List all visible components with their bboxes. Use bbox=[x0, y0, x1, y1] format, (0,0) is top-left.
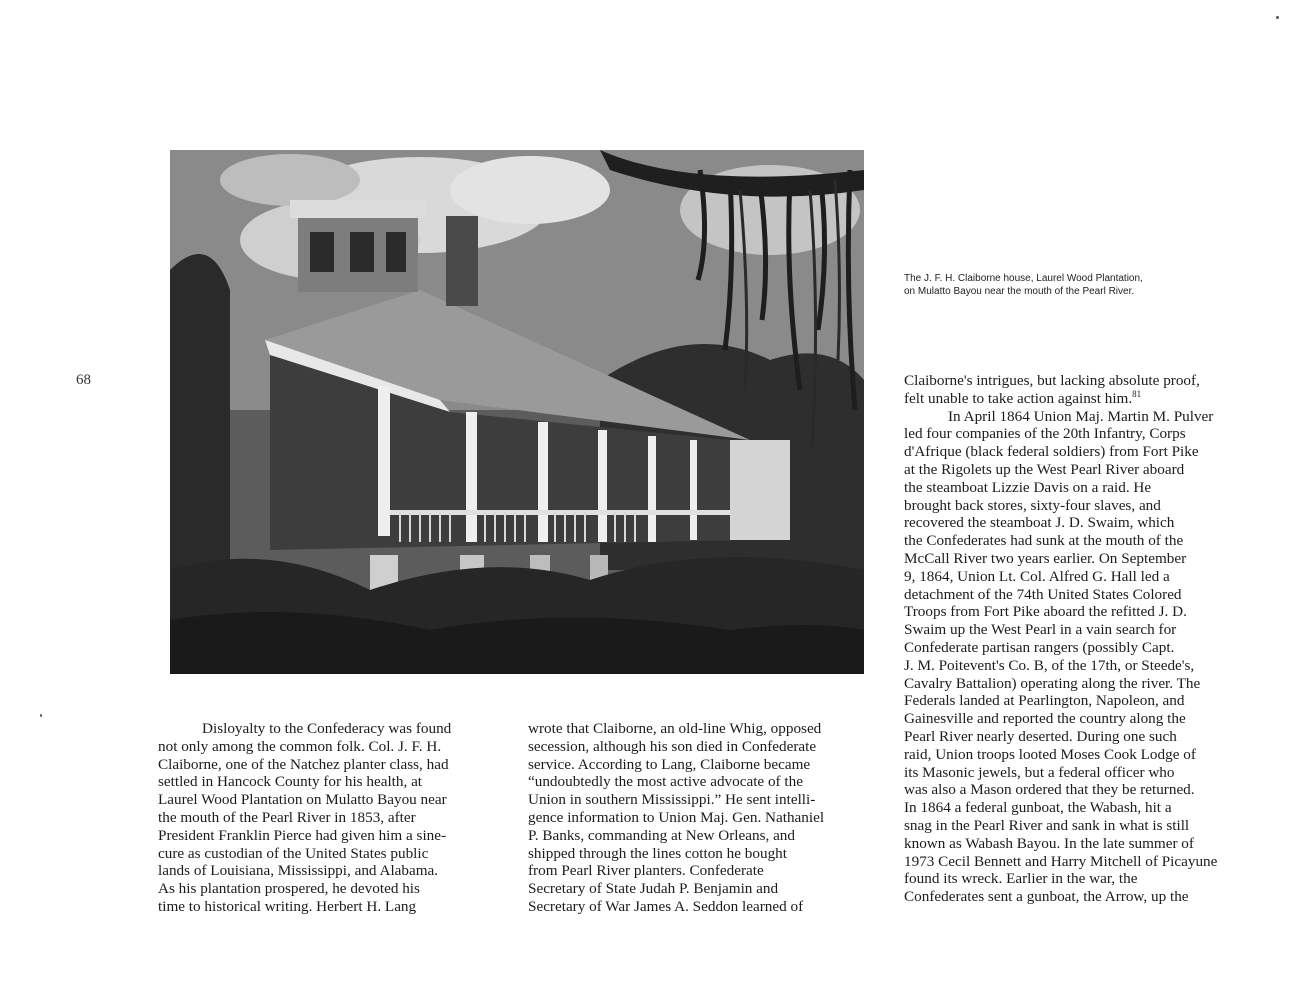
text-line: snag in the Pearl River and sank in what is still bbox=[904, 816, 1190, 834]
text-line: the steamboat Lizzie Davis on a raid. He bbox=[904, 478, 1152, 496]
text-line: gence information to Union Maj. Gen. Nathaniel bbox=[528, 808, 825, 826]
scan-speck bbox=[40, 714, 42, 717]
footnote-ref: 81 bbox=[1132, 388, 1142, 399]
text-line: Claiborne, one of the Natchez planter class, had bbox=[158, 755, 449, 773]
text-line: Troops from Fort Pike aboard the refitted J. D. bbox=[904, 603, 1187, 621]
text-line: lands of Louisiana, Mississippi, and Alabama. bbox=[158, 862, 439, 880]
text-line: Disloyalty to the Confederacy was found bbox=[202, 720, 452, 737]
text-column-2 bbox=[528, 720, 873, 916]
text-line: from Pearl River planters. Confederate bbox=[528, 862, 764, 880]
caption-line: on Mulatto Bayou near the mouth of the Pearl River. bbox=[904, 286, 1135, 297]
text-line: In April 1864 Union Maj. Martin M. Pulver bbox=[948, 407, 1214, 425]
text-line: at the Rigolets up the West Pearl River aboard bbox=[904, 460, 1185, 478]
text-line: President Franklin Pierce had given him a sine- bbox=[158, 826, 447, 844]
text-line: P. Banks, commanding at New Orleans, and bbox=[528, 826, 795, 844]
text-line: settled in Hancock County for his health, at bbox=[158, 773, 423, 791]
text-line: Swaim up the West Pearl in a vain search for bbox=[904, 621, 1177, 639]
text-line: Secretary of War James A. Seddon learned of bbox=[528, 897, 804, 915]
text-line: raid, Union troops looted Moses Cook Lodge of bbox=[904, 745, 1196, 763]
text-line: its Masonic jewels, but a federal officer who bbox=[904, 763, 1175, 781]
text-line: In 1864 a federal gunboat, the Wabash, hit a bbox=[904, 799, 1172, 817]
page-number: 68 bbox=[76, 372, 91, 388]
text-line: brought back stores, sixty-four slaves, and bbox=[904, 496, 1161, 514]
text-line: the Confederates had sunk at the mouth of the bbox=[904, 532, 1184, 550]
text-line: J. M. Poitevent's Co. B, of the 17th, or Steede's, bbox=[904, 656, 1195, 674]
scan-speck bbox=[1276, 16, 1279, 19]
text-line: the mouth of the Pearl River in 1853, after bbox=[158, 808, 416, 826]
text-line: Union in southern Mississippi.” He sent intelli- bbox=[528, 791, 816, 809]
text-line: Cavalry Battalion) operating along the river. The bbox=[904, 674, 1201, 692]
house-photo-icon bbox=[170, 150, 864, 674]
text-line: shipped through the lines cotton he bought bbox=[528, 844, 787, 862]
text-line: Claiborne's intrigues, but lacking absolute proof, bbox=[904, 372, 1200, 389]
text-line: 1973 Cecil Bennett and Harry Mitchell of Picayune bbox=[904, 852, 1218, 870]
text-line: was also a Mason ordered that they be returned. bbox=[904, 781, 1195, 799]
text-line: recovered the steamboat J. D. Swaim, which bbox=[904, 514, 1175, 532]
photo-caption bbox=[904, 272, 1204, 298]
text-line: Gainesville and reported the country along the bbox=[904, 710, 1186, 728]
text-line-with-footnote bbox=[904, 390, 1244, 408]
text-line: Laurel Wood Plantation on Mulatto Bayou near bbox=[158, 791, 447, 809]
text-line: felt unable to take action against him. bbox=[904, 389, 1133, 407]
text-line: wrote that Claiborne, an old-line Whig, opposed bbox=[528, 720, 822, 737]
text-line: led four companies of the 20th Infantry, Corps bbox=[904, 425, 1186, 443]
text-line: Confederate partisan rangers (possibly Capt. bbox=[904, 638, 1175, 656]
text-line: cure as custodian of the United States public bbox=[158, 844, 429, 862]
caption-line: The J. F. H. Claiborne house, Laurel Wood Plantation, bbox=[904, 273, 1143, 284]
text-column-3 bbox=[904, 372, 1244, 906]
text-line: time to historical writing. Herbert H. Lang bbox=[158, 897, 417, 915]
text-line: Confederates sent a gunboat, the Arrow, up the bbox=[904, 888, 1189, 906]
text-line: As his plantation prospered, he devoted his bbox=[158, 880, 420, 898]
text-line: d'Afrique (black federal soldiers) from Fort Pike bbox=[904, 443, 1199, 461]
text-line: service. According to Lang, Claiborne became bbox=[528, 755, 811, 773]
text-line: “undoubtedly the most active advocate of the bbox=[528, 773, 803, 791]
text-line: 9, 1864, Union Lt. Col. Alfred G. Hall led a bbox=[904, 567, 1170, 585]
claiborne-house-photo bbox=[170, 150, 864, 674]
text-line: Federals landed at Pearlington, Napoleon, and bbox=[904, 692, 1185, 710]
text-column-1 bbox=[158, 720, 498, 916]
text-line: found its wreck. Earlier in the war, the bbox=[904, 870, 1138, 888]
text-line: secession, although his son died in Confederate bbox=[528, 737, 817, 755]
text-line: Pearl River nearly deserted. During one such bbox=[904, 727, 1177, 745]
text-line: detachment of the 74th United States Colored bbox=[904, 585, 1182, 603]
text-line: Secretary of State Judah P. Benjamin and bbox=[528, 880, 779, 898]
text-line: known as Wabash Bayou. In the late summer of bbox=[904, 834, 1194, 852]
text-line: McCall River two years earlier. On September bbox=[904, 549, 1187, 567]
text-line: not only among the common folk. Col. J. F. H. bbox=[158, 737, 442, 755]
